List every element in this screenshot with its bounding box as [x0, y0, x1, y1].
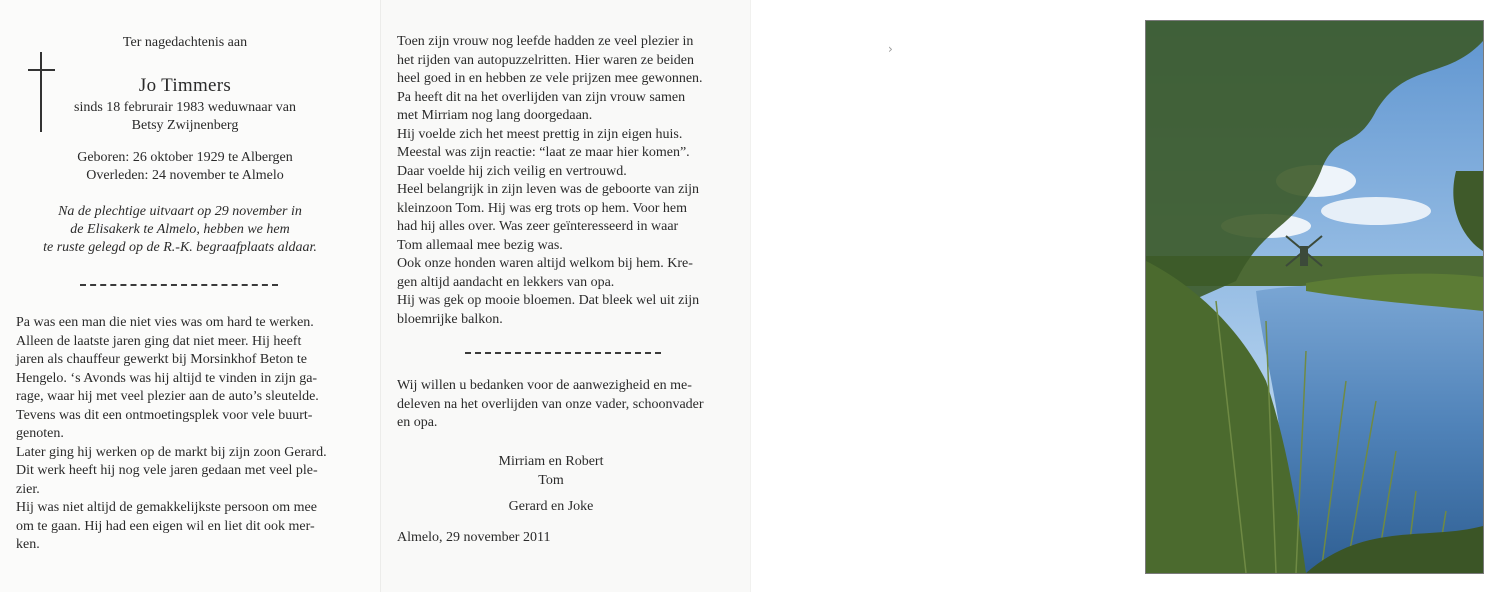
family-signature — [381, 453, 721, 490]
birth-death-dates — [0, 149, 370, 185]
family-names: Tom — [538, 472, 564, 488]
text-line: ken. — [16, 537, 40, 552]
text-line: Hengelo. ‘s Avonds was hij altijd te vinden in zijn ga- — [16, 370, 318, 386]
deceased-name: Jo Timmers — [138, 75, 232, 96]
place-and-date: Almelo, 29 november 2011 — [397, 530, 551, 545]
text-line: om te gaan. Hij had een eigen wil en liet dit ook mer- — [16, 518, 315, 534]
card-panel-left — [0, 0, 380, 592]
text-line: Toen zijn vrouw nog leefde hadden ze veel plezier in — [397, 34, 694, 49]
card-panel-blank — [750, 0, 1126, 592]
text-line: Meestal was zijn reactie: “laat ze maar hier komen”. — [397, 145, 690, 160]
text-line: Hij was gek op mooie bloemen. Dat bleek wel uit zijn — [397, 293, 700, 308]
cross-icon-bar — [28, 69, 55, 71]
text-line: de Elisakerk te Almelo, hebben we hem — [70, 222, 290, 237]
text-line: bloemrijke balkon. — [397, 311, 503, 327]
memorial-heading: Ter nagedachtenis aan — [122, 35, 248, 50]
funeral-notice — [0, 203, 360, 257]
text-line: Hij was niet altijd de gemakkelijkste persoon om mee — [16, 500, 317, 515]
text-line: Hij voelde zich het meest prettig in zijn eigen huis. — [397, 126, 683, 142]
text-line: te ruste gelegd op de R.-K. begraafplaats aldaar. — [43, 240, 317, 255]
text-line: Alleen de laatste jaren ging dat niet meer. Hij heeft — [16, 333, 302, 349]
text-line: Tom allemaal mee bezig was. — [397, 237, 563, 253]
text-line: Tevens was dit een ontmoetingsplek voor vele buurt- — [16, 407, 313, 423]
family-names: Mirriam en Robert — [498, 454, 604, 469]
text-line: Pa was een man die niet vies was om hard te werken. — [16, 315, 314, 330]
text-line: Betsy Zwijnenberg — [131, 118, 239, 133]
card-panel-middle — [380, 0, 751, 592]
dashed-divider — [80, 284, 278, 286]
scan-mark: › — [888, 42, 893, 56]
text-line: Later ging hij werken op de markt bij zijn zoon Gerard. — [16, 444, 327, 460]
text-line: en opa. — [397, 415, 438, 430]
text-line: Daar voelde hij zich veilig en vertrouwd. — [397, 163, 627, 179]
text-line: Pa heeft dit na het overlijden van zijn vrouw samen — [397, 89, 686, 105]
death-date: Overleden: 24 november te Almelo — [86, 168, 284, 183]
widower-text — [0, 99, 370, 135]
biography-continued — [397, 33, 737, 329]
landscape-illustration — [1146, 21, 1483, 573]
text-line: het rijden van autopuzzelritten. Hier waren ze beiden — [397, 52, 694, 68]
text-line: rage, waar hij met veel plezier aan de auto’s sleutelde. — [16, 389, 319, 404]
text-line: Ook onze honden waren altijd welkom bij hem. Kre- — [397, 256, 693, 271]
text-line: genoten. — [16, 426, 64, 441]
biography-text — [16, 314, 346, 555]
family-signature — [381, 498, 721, 517]
card-panel-photo — [1125, 0, 1500, 592]
text-line: Heel belangrijk in zijn leven was de geboorte van zijn — [397, 182, 700, 197]
text-line: Wij willen u bedanken voor de aanwezigheid en me- — [397, 378, 692, 393]
family-names: Gerard en Joke — [508, 499, 594, 514]
text-line: heel goed in en hebben ze vele prijzen mee gewonnen. — [397, 71, 703, 86]
text-line: Dit werk heeft hij nog vele jaren gedaan met veel ple- — [16, 463, 318, 478]
text-line: had hij alles over. Was zeer geïnteresseerd in waar — [397, 219, 679, 234]
cloud — [1321, 197, 1431, 225]
birth-date: Geboren: 26 oktober 1929 te Albergen — [77, 150, 293, 165]
thanks-text — [397, 377, 737, 433]
text-line: jaren als chauffeur gewerkt bij Morsinkhof Beton te — [16, 352, 307, 367]
text-line: sinds 18 februrair 1983 weduwnaar van — [74, 100, 296, 115]
dashed-divider — [465, 352, 661, 354]
text-line: gen altijd aandacht en lekkers van opa. — [397, 274, 615, 290]
text-line: deleven na het overlijden van onze vader, schoonvader — [397, 396, 704, 412]
landscape-photo — [1145, 20, 1484, 574]
text-line: zier. — [16, 481, 40, 497]
text-line: met Mirriam nog lang doorgedaan. — [397, 108, 593, 123]
text-line: Na de plechtige uitvaart op 29 november in — [58, 204, 302, 219]
text-line: kleinzoon Tom. Hij was erg trots op hem. Voor hem — [397, 200, 688, 216]
